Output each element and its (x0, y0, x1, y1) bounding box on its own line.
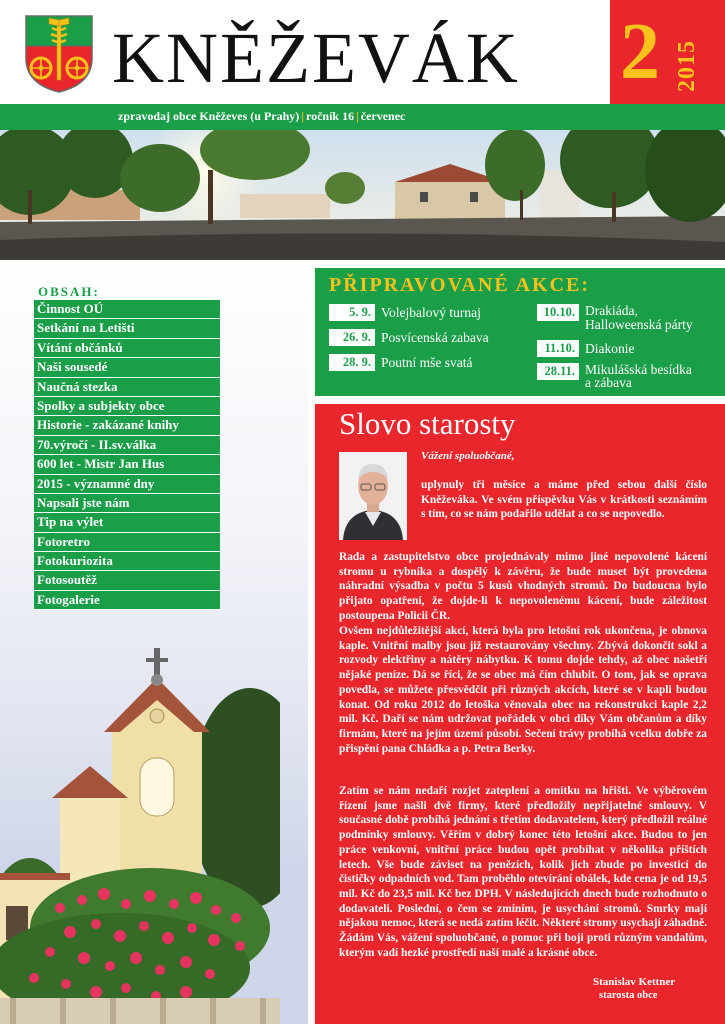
toc-item[interactable]: Naučná stezka (34, 378, 220, 397)
toc-item[interactable]: 2015 - významné dny (34, 475, 220, 494)
info-bar-month: červenec (360, 109, 406, 123)
toc-item[interactable]: 70.výročí - II.sv.válka (34, 436, 220, 455)
article-paragraph: Zatím se nám nedaří rozjet zateplení a omítku na hřišti. Ve výběrovém řízení jsme našli dvě firmy, které předložily nepřijatelné smlouvy. V současné době probíhá jednání s třetím dodavatelem, který předložil reálné podmínky smlouvy. Věřím v dobrý konec této letošní akce. Budou to jen práce venkovní, vnitřní práce budou opět probíhat v několika příštích letech. Vše bude záviset na penězích, kolik jich zbude po investicí do čističky odpadních vod. Tam proběhlo otevírání obálek, kde cena je od 19,5 mil. Kč do 23,5 mil. Kč bez DPH. V následujících dnech bude rozhodnuto o dodavateli. Poslední, o čem se zmíním, je usychání stromů. Smrky mají nějakou nemoc, která se nedá zatím léčit. Některé stromy usychají záhadně. Žádám Vás, vážení spoluobčané, o pomoc při boji proti různým vandalům, kterým vadí hezké prostředí naší malé a krásné obce. (339, 785, 707, 959)
issue-number: 2 (620, 8, 660, 96)
article-salutation: Vážení spoluobčané, (421, 450, 515, 462)
chapel-illustration-icon (0, 648, 280, 1024)
toc-item[interactable]: Vítání občánků (34, 339, 220, 358)
toc-item[interactable]: Tip na výlet (34, 513, 220, 532)
toc-item[interactable]: 600 let - Mistr Jan Hus (34, 455, 220, 474)
toc-item[interactable]: Fotogalerie (34, 591, 220, 610)
event-date: 5. 9. (329, 304, 375, 321)
article-title: Slovo starosty (339, 406, 516, 441)
event-date: 10.10. (537, 304, 579, 321)
info-bar (0, 104, 725, 130)
toc-item[interactable]: Fotosoutěž (34, 571, 220, 590)
village-coat-of-arms-icon (24, 14, 94, 94)
article-paragraph: Ovšem nejdůležitější akcí, která byla pro letošní rok ukončena, je obnova kaple. Vnitřní malby jsou již restaurovány všechny. Zbývá dokončit sokl a rozvody elektřiny a nátěry nábytku. K tomu dojde tehdy, až obec našetří nějaké peníze. Dá se říci, že se obec má čím chlubit. O tom, jak se oprava povedla, se můžete přesvědčit při různých akcích, které se v kapli budou konat. Od roku 2012 do letoška věnovala obec na rekonstrukci kaple 2,2 mil. Kč. Daří se nám udržovat pořádek v obci díky Vám občanům a díky firmám, které na jejím území působí. Sečení trávy probíhá vcelku dobře za přispění pana Chládka a p. Petra Berky. (339, 625, 707, 755)
left-column (0, 260, 308, 1024)
article-paragraph: Rada a zastupitelstvo obce projednávaly mimo jiné nepovolené kácení stromu u rybníka a dospělý k závěru, že bude muset být provedena náhradní výsadba v počtu 5 kusů vhodných stromů. Do budoucna bylo přijato opatření, že dojde-li k nepovolenému kácení, bude záležitost postoupena Policii ČR. (339, 551, 707, 622)
event-name: Drakiáda, (585, 303, 638, 318)
chapel-photo (0, 648, 280, 1024)
info-bar-publication: zpravodaj obce Kněževes (u Prahy) (118, 109, 300, 123)
toc-item[interactable]: Činnost OÚ (34, 300, 220, 319)
signature-role: starosta obce (599, 990, 658, 1001)
event-name: Poutní mše svatá (381, 355, 473, 370)
mayor-photo (339, 452, 407, 540)
toc-item[interactable]: Spolky a subjekty obce (34, 397, 220, 416)
issue-badge (610, 0, 725, 104)
upcoming-events (315, 268, 725, 396)
events-title: PŘIPRAVOVANÉ AKCE: (329, 274, 590, 296)
toc-item[interactable]: Fotokuriozita (34, 552, 220, 571)
event-date: 28. 9. (329, 354, 375, 371)
mayor-article (315, 404, 725, 1024)
event-name: Mikulášská besídka (585, 362, 692, 377)
toc-item[interactable]: Naši sousedé (34, 358, 220, 377)
table-of-contents (34, 300, 220, 610)
event-date: 26. 9. (329, 329, 375, 346)
signature-name: Stanislav Kettner (593, 976, 676, 988)
event-name: Diakonie (585, 341, 635, 356)
toc-item[interactable]: Historie - zakázané knihy (34, 416, 220, 435)
panorama-illustration-icon (0, 130, 725, 260)
newsletter-title: KNĚŽEVÁK (112, 18, 520, 98)
info-bar-volume: ročník 16 (305, 109, 355, 123)
event-name-cont: a zábava (585, 375, 632, 390)
toc-item[interactable]: Fotoretro (34, 533, 220, 552)
masthead (0, 0, 725, 104)
issue-year: 2015 (674, 40, 700, 92)
article-intro: uplynuly tři měsíce a máme před sebou další číslo Kněževáka. Ve svém příspěvku Vás v krátkosti seznámím s tím, co se nám podařilo udělat a co se nepovedlo. (421, 479, 707, 521)
toc-item[interactable]: Napsali jste nám (34, 494, 220, 513)
portrait-icon (339, 452, 407, 540)
event-date: 28.11. (537, 363, 579, 380)
event-name: Volejbalový turnaj (381, 305, 481, 320)
village-panorama-photo (0, 130, 725, 260)
toc-heading: OBSAH: (38, 284, 100, 299)
event-date: 11.10. (537, 340, 579, 357)
event-name: Posvícenská zabava (381, 330, 489, 345)
event-name-cont: Halloweenská párty (585, 317, 693, 332)
info-bar-text: zpravodaj obce Kněževes (u Prahy) | ročník 16 | červenec (118, 109, 406, 123)
toc-item[interactable]: Setkání na Letišti (34, 319, 220, 338)
